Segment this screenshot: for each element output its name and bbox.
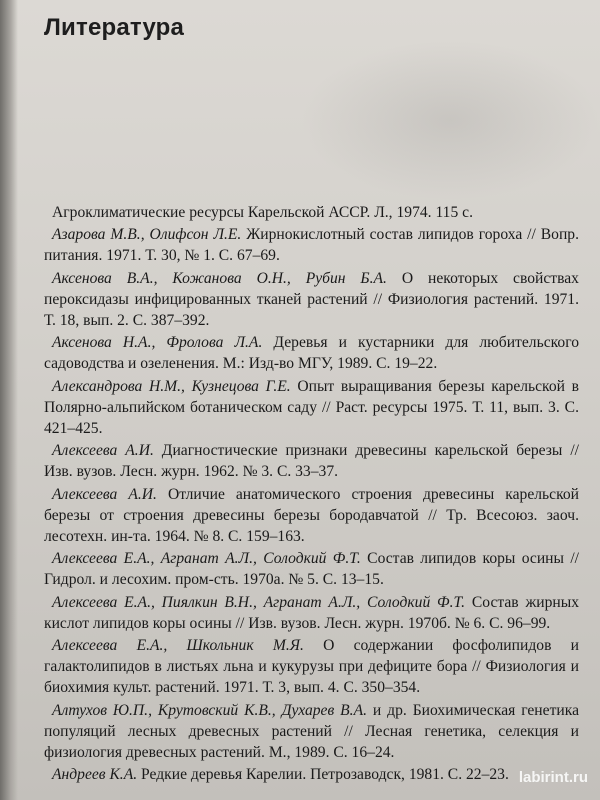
- reference-authors: Алтухов Ю.П., Крутовский К.В., Духарев В.А.: [52, 701, 367, 719]
- reference-authors: Алексеева А.И.: [52, 442, 154, 460]
- reference-authors: Александрова Н.М., Кузнецова Г.Е.: [52, 377, 291, 395]
- reference-text: Деревья и кустарники для любительского садоводства и озеленения. М.: Изд-во МГУ, 1989. С. 19–22.: [44, 334, 579, 373]
- reference-item: [44, 268, 579, 332]
- book-spine-shadow: [0, 0, 18, 800]
- reference-text: О содержании фосфолипидов и галактолипидов в листьях льна и кукурузы при дефиците бора // Физиология и биохимия культ. растений. 1971. Т. 3, вып. 4. С. 350–354.: [44, 637, 579, 697]
- reference-item: [44, 548, 579, 590]
- reference-text: и др. Биохимическая генетика популяций лесных древесных растений // Лесная генетика, селекция и физиология древесных растений. М., 1989. С. 16–24.: [44, 701, 579, 762]
- reference-text: Состав липидов коры осины // Гидрол. и лесохим. пром-сть. 1970а. № 5. С. 13–15.: [44, 550, 580, 589]
- reference-authors: Азарова М.В., Олифсон Л.Е.: [52, 226, 242, 244]
- reference-text: Жирнокислотный состав липидов гороха // Вопр. питания. 1971. Т. 30, № 1. С. 67–69.: [44, 226, 579, 265]
- reference-text: О некоторых свойствах пероксидазы инфицированных тканей растений // Физиология растений. 1971. Т. 18, вып. 2. С. 387–392.: [44, 269, 579, 330]
- reference-text: Отличие анатомического строения древесины карельской березы от строения древесины березы бородавчатой // Тр. Всесоюз. заоч. лесотехн. ин-та. 1964. № 8. С. 159–163.: [44, 485, 580, 546]
- reference-authors: Аксенова В.А., Кожанова О.Н., Рубин Б.А.: [52, 269, 387, 287]
- reference-item: [44, 764, 579, 785]
- reference-authors: Алексеева Е.А., Агранат А.Л., Солодкий Ф.Т.: [52, 550, 361, 568]
- reference-item: [44, 224, 579, 266]
- reference-item: [44, 332, 579, 374]
- show-through-text: [300, 40, 600, 200]
- reference-text: Редкие деревья Карелии. Петрозаводск, 1981. С. 22–23.: [137, 766, 509, 784]
- section-heading: Литература: [44, 14, 185, 41]
- reference-list: [44, 202, 579, 786]
- reference-item: [44, 635, 579, 699]
- reference-authors: Алексеева А.И.: [52, 485, 157, 503]
- reference-text: Опыт выращивания березы карельской в Полярно-альпийском ботаническом саду // Раст. ресурсы 1975. Т. 11, вып. 3. С. 421–425.: [44, 377, 580, 438]
- reference-authors: Аксенова Н.А., Фролова Л.А.: [52, 334, 263, 352]
- reference-item: [44, 440, 579, 482]
- reference-item: [44, 202, 579, 223]
- reference-text: Диагностические признаки древесины карельской березы // Изв. вузов. Лесн. журн. 1962. № 3. С. 33–37.: [44, 442, 580, 481]
- watermark: labirint.ru: [518, 769, 588, 786]
- reference-item: [44, 484, 579, 548]
- reference-authors: Алексеева Е.А., Школьник М.Я.: [52, 637, 304, 655]
- reference-item: [44, 700, 579, 764]
- reference-text: Состав жирных кислот липидов коры осины // Изв. вузов. Лесн. журн. 1970б. № 6. С. 96–99.: [44, 593, 579, 632]
- reference-authors: Алексеева Е.А., Пиялкин В.Н., Агранат А.Л., Солодкий Ф.Т.: [52, 593, 466, 611]
- reference-text: Агроклиматические ресурсы Карельской АССР. Л., 1974. 115 с.: [52, 204, 473, 221]
- reference-item: [44, 592, 579, 634]
- reference-item: [44, 376, 579, 440]
- reference-authors: Андреев К.А.: [52, 766, 138, 784]
